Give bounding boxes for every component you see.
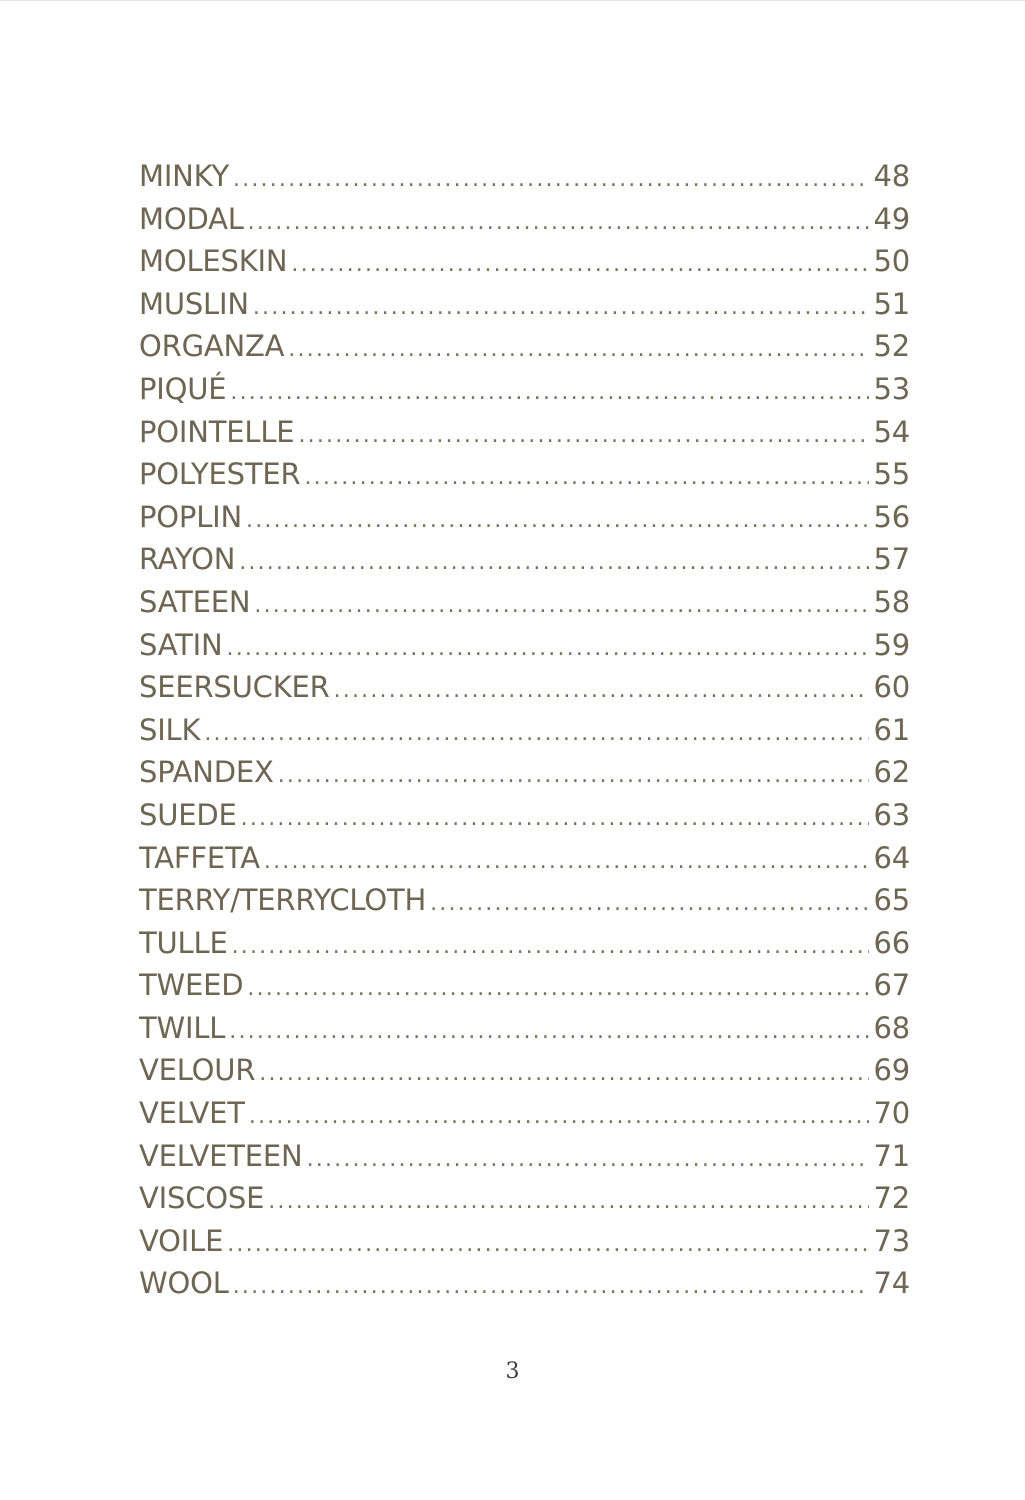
toc-entry [139, 538, 910, 581]
toc-dot-leader [268, 1181, 869, 1220]
toc-entry [139, 496, 910, 539]
page-number: 3 [505, 1359, 520, 1384]
toc-dot-leader [232, 926, 870, 965]
toc-entry-title: RAYON [139, 542, 236, 577]
toc-entry-title: TWEED [139, 968, 244, 1003]
toc-entry [139, 709, 910, 752]
toc-entry-title: MUSLIN [139, 286, 249, 321]
toc-entry-title: MODAL [139, 201, 244, 236]
toc-entry [139, 453, 910, 496]
toc-entry [139, 1135, 910, 1178]
toc-dot-leader [229, 1011, 869, 1050]
toc-entry-page: 61 [873, 712, 910, 747]
toc-entry [139, 155, 910, 198]
table-of-contents [139, 155, 910, 1305]
toc-entry-page: 58 [873, 584, 910, 619]
toc-entry-title: VELVET [139, 1096, 245, 1131]
toc-entry [139, 1177, 910, 1220]
toc-entry-page: 66 [873, 925, 910, 960]
toc-entry [139, 879, 910, 922]
toc-entry-title: SATIN [139, 627, 223, 662]
toc-entry [139, 368, 910, 411]
toc-entry [139, 1220, 910, 1263]
toc-entry-title: VOILE [139, 1223, 224, 1258]
toc-entry [139, 624, 910, 667]
toc-entry-title: VISCOSE [139, 1181, 265, 1216]
toc-entry-title: POPLIN [139, 499, 243, 534]
toc-entry [139, 240, 910, 283]
toc-dot-leader [334, 670, 870, 709]
toc-dot-leader [230, 372, 869, 411]
toc-entry-title: TULLE [139, 925, 228, 960]
toc-dot-leader [204, 713, 869, 752]
toc-dot-leader [239, 542, 869, 581]
toc-entry [139, 325, 910, 368]
toc-dot-leader [241, 798, 870, 837]
toc-entry-page: 48 [873, 159, 910, 193]
toc-dot-leader [288, 329, 869, 368]
toc-entry-title: SATEEN [139, 584, 251, 619]
toc-entry [139, 1007, 910, 1050]
toc-dot-leader [233, 159, 870, 198]
toc-entry-title: TAFFETA [139, 840, 260, 875]
toc-entry-title: VELOUR [139, 1053, 256, 1088]
toc-dot-leader [264, 841, 870, 880]
toc-entry [139, 964, 910, 1007]
toc-entry [139, 922, 910, 965]
toc-dot-leader [291, 244, 869, 283]
toc-entry-page: 62 [873, 755, 910, 790]
toc-dot-leader [248, 202, 870, 241]
toc-entry-page: 56 [873, 499, 910, 534]
toc-entry [139, 581, 910, 624]
toc-entry [139, 283, 910, 326]
toc-entry [139, 751, 910, 794]
toc-entry-title: SUEDE [139, 797, 237, 832]
toc-entry-title: ORGANZA [139, 329, 285, 364]
toc-entry-title: POLYESTER [139, 457, 301, 492]
toc-entry [139, 1262, 910, 1305]
toc-dot-leader [227, 628, 870, 667]
toc-dot-leader [247, 968, 869, 1007]
toc-entry-page: 54 [873, 414, 910, 449]
toc-dot-leader [259, 1053, 869, 1092]
toc-entry-page: 63 [873, 797, 910, 832]
toc-entry-page: 50 [873, 244, 910, 279]
toc-dot-leader [246, 500, 869, 539]
toc-entry-title: WOOL [139, 1266, 229, 1301]
toc-entry-title: MINKY [139, 159, 229, 193]
toc-entry-page: 49 [873, 201, 910, 236]
toc-entry-page: 73 [873, 1223, 910, 1258]
toc-dot-leader [307, 1139, 870, 1178]
toc-entry-page: 52 [873, 329, 910, 364]
toc-entry [139, 837, 910, 880]
toc-entry [139, 794, 910, 837]
toc-entry-page: 59 [873, 627, 910, 662]
toc-dot-leader [304, 457, 869, 496]
toc-entry-page: 57 [873, 542, 910, 577]
toc-dot-leader [254, 585, 869, 624]
toc-entry-page: 55 [873, 457, 910, 492]
toc-dot-leader [253, 287, 870, 326]
toc-entry-page: 72 [873, 1181, 910, 1216]
toc-dot-leader [298, 415, 869, 454]
toc-dot-leader [249, 1096, 870, 1135]
toc-entry-title: POINTELLE [139, 414, 295, 449]
toc-entry-title: SILK [139, 712, 201, 747]
toc-entry-page: 74 [873, 1266, 910, 1301]
toc-entry [139, 411, 910, 454]
toc-dot-leader [430, 883, 869, 922]
toc-dot-leader [227, 1224, 869, 1263]
toc-entry-page: 65 [873, 883, 910, 918]
toc-entry-page: 64 [873, 840, 910, 875]
toc-entry [139, 1092, 910, 1135]
toc-entry-page: 53 [873, 371, 910, 406]
toc-entry-page: 51 [873, 286, 910, 321]
toc-entry [139, 1049, 910, 1092]
toc-entry [139, 198, 910, 241]
toc-entry-page: 69 [873, 1053, 910, 1088]
toc-entry-page: 70 [873, 1096, 910, 1131]
toc-entry-title: SPANDEX [139, 755, 274, 790]
toc-dot-leader [278, 755, 870, 794]
toc-entry-title: TWILL [139, 1010, 226, 1045]
toc-entry-page: 71 [873, 1138, 910, 1173]
toc-entry-title: VELVETEEN [139, 1138, 303, 1173]
toc-entry [139, 666, 910, 709]
toc-entry-title: PIQUÉ [139, 371, 227, 406]
toc-dot-leader [233, 1266, 870, 1305]
toc-entry-page: 67 [873, 968, 910, 1003]
toc-entry-title: MOLESKIN [139, 244, 288, 279]
toc-entry-page: 60 [873, 670, 910, 705]
toc-entry-title: TERRY/TERRYCLOTH [139, 883, 427, 918]
toc-entry-title: SEERSUCKER [139, 670, 330, 705]
toc-entry-page: 68 [873, 1010, 910, 1045]
